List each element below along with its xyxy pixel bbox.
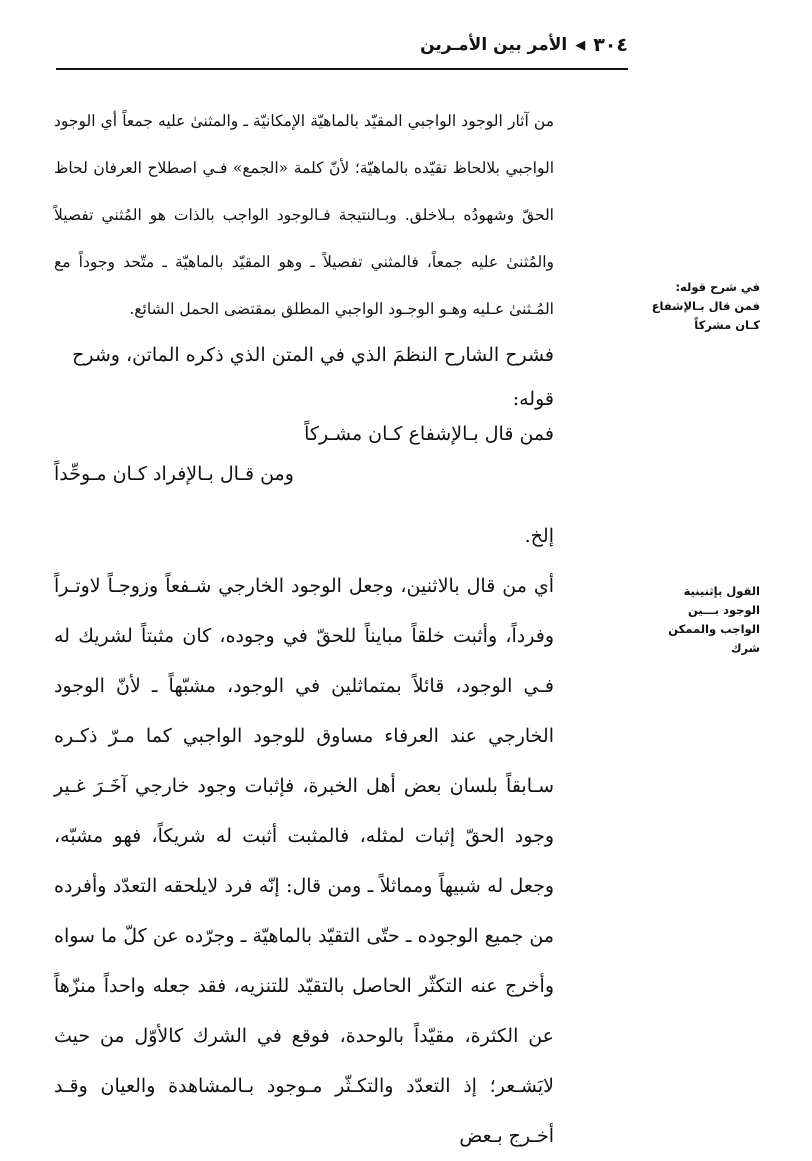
page-header <box>56 28 628 70</box>
running-title: الأمر بين الأمـرين <box>420 35 568 55</box>
paragraph-2: أي من قال بالاثنين، وجعل الوجود الخارجي شـفعاً وزوجـاً لاوتـراً وفرداً، وأثبت خلقاً مبايناً للحقّ في وجوده، كان مثبتاً لشريك له فـي الوجود، قائلاً بمتماثلين في الوجود، مشبّهاً ـ لأنّ الوجود الخارجي عند العرفاء مساوق للوجود الواجبي كما مـرّ ذكـره سـابقاً بلسان بعض أهل الخبرة، فإثبات وجود خارجي آخَـرَ غـير وجود الحقّ إثبات لمثله، فالمثبت أثبت له شريكاً، فهو مشبّه، وجعل له شبيهاً ومماثلاً ـ ومن قال: إنّه فرد لايلحقه التعدّد وأفرده من جميع الوجوده ـ حتّى التقيّد بالماهيّة ـ وجرّده عن كلّ ما سواه وأخرج عنه التكثّر الحاصل بالتقيّد للتنزيه، فقد جعله واحداً منزّهاً عن الكثرة، مقيّداً بالوحدة، فوقع في الشرك كالأوّل من حيث لايَشـعر؛ إذ التعدّد والتكـثّر مـوجود بـالمشاهدة والعيان وقـد أخـرج بـعض <box>54 575 554 1147</box>
paragraph-1: من آثار الوجود الواجبي المقيّد بالماهيّة الإمكانيّة ـ والمثنىٰ عليه جمعاً أي الوجود الواجبي بلالحاظ تقيّده بالماهيّة؛ لأنّ كلمة «الجمع» فـي اصطلاح العرفان لحاظ الحقّ وشهودُه بـلاخلق. وبـالنتيجة فـالوجود الواجب بالذات هو المُثني تفصيلاً والمُثنىٰ عليه جمعاً، فالمثني تفصيلاً ـ وهو المقيّد بالماهيّة ـ متّحد وجوداً مع المُـثنىٰ عـليه وهـو الوجـود الواجبي المطلق بمقتضى الحمل الشائع. <box>54 112 554 318</box>
header-row <box>420 34 628 56</box>
margin-note-2: القول بإثنينية الوجود بـــين الواجب والممكن شرك <box>668 584 760 655</box>
verse <box>54 421 554 511</box>
main-text <box>54 98 554 1161</box>
verse-line-2: ومن قـال بـالإفراد كـان مـوحِّداً <box>54 463 294 485</box>
margin-note-1: في شرح قوله: فمن قال بـالإشفاع كـان مشركاً <box>651 280 760 332</box>
triangle-pointer-icon: ◀ <box>575 37 586 53</box>
page-number: ٣٠٤ <box>593 34 628 56</box>
etc-line: إلخ. <box>524 525 554 547</box>
verse-line-1: فمن قال بـالإشفاع كـان مشـركاً <box>304 423 554 445</box>
intro-line: فشرح الشارح النظمَ الذي في المتن الذي ذكره الماتن، وشرح قوله: <box>72 344 554 410</box>
